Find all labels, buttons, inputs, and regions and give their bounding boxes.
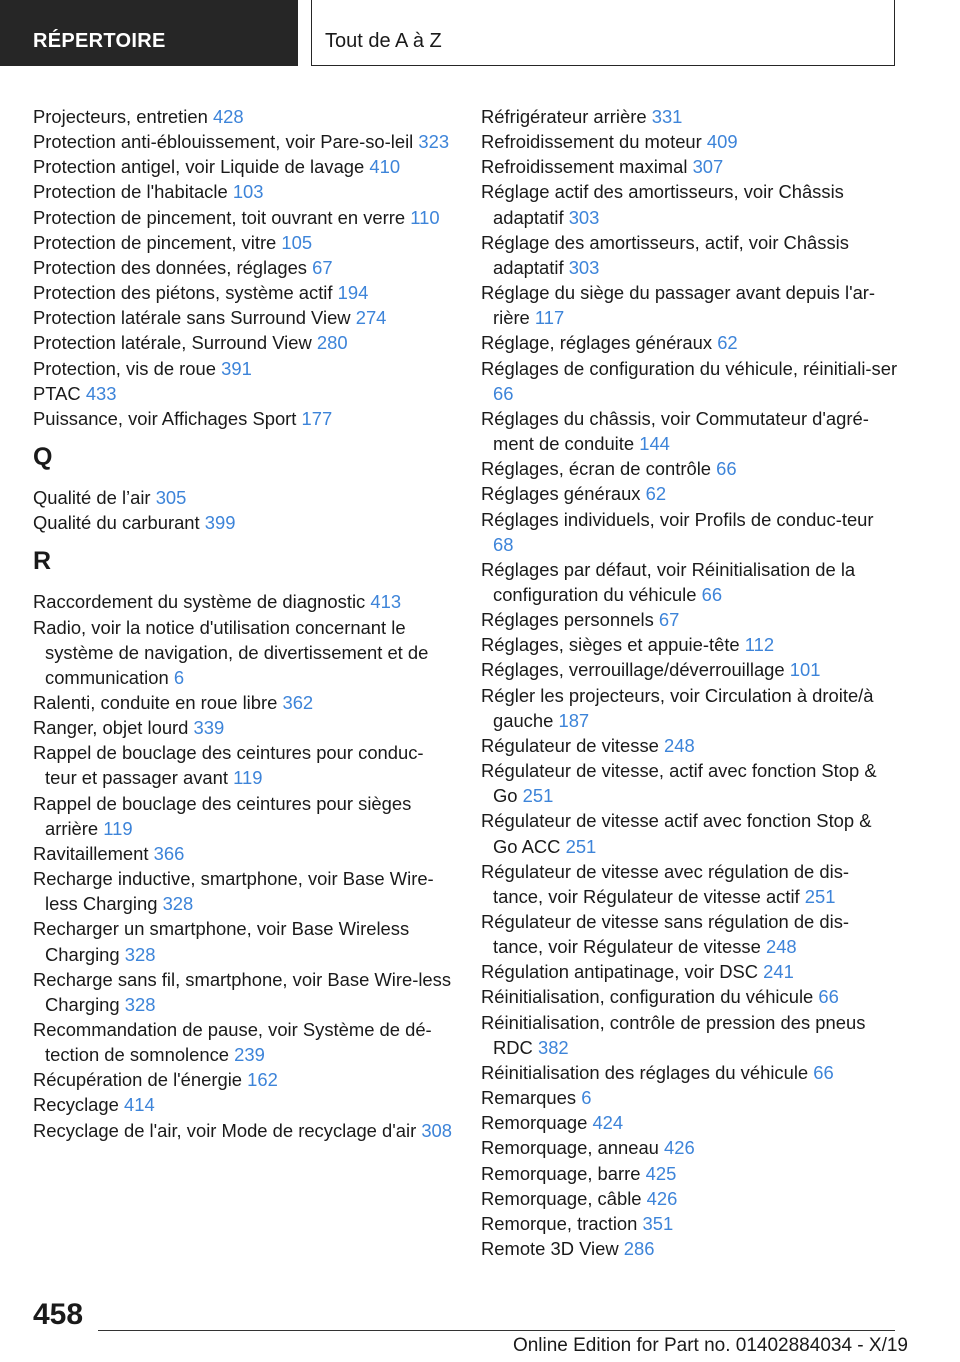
index-entry-text: Rappel de bouclage des ceintures pour conduc-teur et passager avant	[33, 742, 424, 789]
index-entry	[481, 984, 899, 1009]
index-entry	[481, 179, 899, 229]
index-entry-text: Protection de l'habitacle	[33, 181, 228, 203]
index-entry-page-link[interactable]: 382	[537, 1036, 569, 1058]
index-entry-text: PTAC	[33, 382, 81, 404]
section-tab-label: Tout de A à Z	[325, 30, 442, 52]
index-entry-text: Réglage, réglages généraux	[481, 332, 713, 354]
index-entry	[481, 230, 899, 280]
index-entry-page-link[interactable]: 331	[651, 106, 683, 127]
directory-tab[interactable]	[0, 0, 298, 66]
index-entry	[33, 179, 453, 204]
index-entry	[33, 305, 453, 330]
index-entry-text: Protection latérale, Surround View	[33, 332, 312, 354]
index-entry-page-link[interactable]: 248	[765, 936, 797, 958]
index-entry-page-link[interactable]: 66	[701, 583, 723, 605]
index-entry-text: Qualité de l’air	[33, 487, 151, 509]
index-entry-text: Protection, vis de roue	[33, 357, 216, 379]
index-entry-page-link[interactable]: 66	[818, 986, 839, 1008]
index-entry-text: Protection antigel, voir Liquide de lavage	[33, 156, 365, 178]
section-tab[interactable]	[311, 0, 895, 66]
index-entry	[33, 280, 453, 305]
index-entry-text: Régulateur de vitesse, actif avec fonction Stop & Go	[481, 760, 877, 807]
index-entry-page-link[interactable]: 308	[421, 1119, 453, 1141]
index-entry-text: Réglages du châssis, voir Commutateur d'agré-ment de conduite	[481, 407, 869, 455]
index-entry-page-link[interactable]: 391	[221, 357, 252, 379]
index-group-q	[33, 485, 453, 535]
index-entry	[481, 557, 899, 607]
index-entry-text: Protection des piétons, système actif	[33, 282, 333, 304]
index-entry-text: Recyclage	[33, 1094, 119, 1116]
index-entry	[33, 589, 453, 614]
index-entry-page-link[interactable]: 241	[763, 961, 794, 983]
index-entry-text: Qualité du carburant	[33, 512, 200, 534]
index-entry-text: Régulateur de vitesse actif avec fonction Stop & Go ACC	[481, 810, 872, 857]
index-entry-text: Ranger, objet lourd	[33, 717, 189, 739]
index-entry	[481, 456, 899, 481]
index-entry-text: Réglage des amortisseurs, actif, voir Châssis adaptatif	[481, 231, 849, 278]
page-number: 458	[33, 1298, 84, 1331]
index-entry-page-link[interactable]: 117	[534, 307, 565, 329]
index-column-right	[481, 104, 899, 1261]
index-entry-page-link[interactable]: 112	[744, 634, 775, 656]
index-entry	[481, 507, 899, 557]
index-entry-page-link[interactable]: 110	[410, 206, 440, 228]
index-entry-text: Protection latérale sans Surround View	[33, 307, 351, 329]
index-entry-page-link[interactable]: 68	[493, 533, 514, 555]
index-entry-text: Refroidissement maximal	[481, 156, 688, 178]
index-entry-text: Protection de pincement, vitre	[33, 231, 277, 253]
index-entry-text: Puissance, voir Affichages Sport	[33, 407, 297, 429]
index-entry	[33, 841, 453, 866]
index-entry	[33, 1118, 453, 1143]
index-entry	[481, 1085, 899, 1110]
index-entry	[33, 715, 453, 740]
index-entry-text: Régler les projecteurs, voir Circulation à droite/à gauche	[481, 684, 874, 731]
index-entry-text: Recharge sans fil, smartphone, voir Base Wire-less Charging	[33, 968, 452, 1015]
index-entry-text: Réinitialisation, contrôle de pression des pneus RDC	[481, 1011, 866, 1058]
index-entry	[481, 1211, 899, 1236]
index-entry-text: Remorquage	[481, 1112, 588, 1134]
index-entry-page-link[interactable]: 239	[234, 1044, 265, 1066]
index-entry	[33, 406, 453, 431]
index-entry-page-link[interactable]: 424	[592, 1112, 624, 1134]
index-group-r-continued	[481, 104, 899, 1261]
index-entry-text: Réglages généraux	[481, 483, 641, 505]
index-entry	[481, 330, 899, 355]
index-entry-page-link[interactable]: 66	[813, 1061, 834, 1083]
index-entry-text: Régulateur de vitesse	[481, 734, 659, 756]
index-entry-page-link[interactable]: 426	[664, 1137, 695, 1159]
index-entry-page-link[interactable]: 307	[692, 156, 724, 178]
index-entry-page-link[interactable]: 433	[85, 382, 117, 404]
footer-divider	[98, 1330, 895, 1331]
index-entry	[481, 859, 899, 909]
index-entry	[33, 154, 453, 179]
index-entry	[481, 959, 899, 984]
index-entry	[481, 1161, 899, 1186]
index-entry-text: Protection de pincement, toit ouvrant en verre	[33, 206, 406, 228]
index-entry	[33, 485, 453, 510]
index-entry	[481, 280, 899, 330]
index-entry-text: Recharger un smartphone, voir Base Wireless Charging	[33, 918, 410, 965]
index-entry-text: Réglages personnels	[481, 609, 654, 631]
index-entry	[33, 1017, 453, 1067]
index-entry	[481, 1186, 899, 1211]
index-entry	[481, 1010, 899, 1060]
index-entry-page-link[interactable]: 362	[282, 691, 314, 713]
index-entry-page-link[interactable]: 366	[153, 842, 185, 864]
index-entry-page-link[interactable]: 399	[204, 512, 236, 534]
index-entry-text: Projecteurs, entretien	[33, 106, 208, 127]
index-entry-text: Remorquage, barre	[481, 1162, 641, 1184]
index-entry-page-link[interactable]: 328	[162, 893, 194, 915]
index-entry-page-link[interactable]: 303	[568, 256, 600, 278]
index-entry-text: Réglages par défaut, voir Réinitialisation de la configuration du véhicule	[481, 558, 856, 605]
index-entry	[481, 632, 899, 657]
index-entry	[33, 381, 453, 406]
index-entry-page-link[interactable]: 248	[664, 734, 695, 756]
index-entry-text: Réglages, verrouillage/déverrouillage	[481, 659, 785, 681]
index-entry-page-link[interactable]: 187	[558, 709, 590, 731]
index-entry-page-link[interactable]: 251	[522, 785, 554, 807]
index-entry	[481, 406, 899, 456]
index-entry-page-link[interactable]: 303	[568, 206, 600, 228]
index-entry	[33, 129, 453, 154]
index-entry-page-link[interactable]: 286	[623, 1238, 655, 1260]
index-entry-page-link[interactable]: 62	[717, 332, 738, 354]
index-entry-text: Rappel de bouclage des ceintures pour sièges arrière	[33, 792, 412, 839]
index-entry-page-link[interactable]: 67	[312, 256, 333, 278]
index-entry	[481, 129, 899, 154]
index-entry-text: Régulateur de vitesse avec régulation de dis-tance, voir Régulateur de vitesse actif	[481, 860, 850, 907]
page-header	[0, 0, 960, 66]
index-entry	[481, 657, 899, 682]
index-entry-text: Réinitialisation des réglages du véhicule	[481, 1061, 809, 1083]
index-entry-page-link[interactable]: 162	[247, 1069, 278, 1091]
index-entry-page-link[interactable]: 6	[581, 1087, 592, 1109]
index-entry-text: Régulateur de vitesse sans régulation de dis-tance, voir Régulateur de vitesse	[481, 911, 850, 958]
index-entry-page-link[interactable]: 119	[233, 767, 263, 789]
index-entry-text: Ralenti, conduite en roue libre	[33, 691, 278, 713]
index-entry-page-link[interactable]: 144	[639, 433, 670, 455]
index-entry-text: Radio, voir la notice d'utilisation concernant le système de navigation, de divertissement et de communication	[33, 616, 429, 688]
index-entry-page-link[interactable]: 103	[232, 181, 264, 203]
index-entry-page-link[interactable]: 425	[645, 1162, 677, 1184]
index-entry-text: Protection anti-éblouissement, voir Pare-so-leil	[33, 131, 414, 153]
index-entry	[33, 255, 453, 280]
index-entry-text: Remorquage, anneau	[481, 1137, 659, 1159]
index-entry	[481, 481, 899, 506]
index-entry	[481, 909, 899, 959]
index-entry	[33, 615, 453, 690]
index-entry	[481, 1135, 899, 1160]
edition-footer: Online Edition for Part no. 01402884034 - X/19	[512, 1335, 908, 1356]
index-entry-text: Remarques	[481, 1087, 577, 1109]
index-entry-text: Récupération de l'énergie	[33, 1069, 243, 1091]
index-entry	[481, 1110, 899, 1135]
index-entry-page-link[interactable]: 105	[281, 231, 313, 253]
index-entry-text: Remorquage, câble	[481, 1187, 642, 1209]
index-entry-text: Réglage du siège du passager avant depuis l'ar-rière	[481, 282, 876, 329]
letter-heading-r: R	[33, 547, 52, 576]
index-entry-page-link[interactable]: 426	[646, 1187, 678, 1209]
index-entry	[33, 866, 453, 916]
index-entry	[481, 104, 899, 129]
index-entry	[33, 104, 453, 129]
index-entry-page-link[interactable]: 177	[301, 407, 333, 429]
index-entry	[481, 1060, 899, 1085]
index-entry-page-link[interactable]: 251	[565, 835, 597, 857]
index-entry-page-link[interactable]: 62	[645, 483, 667, 505]
index-entry	[33, 740, 453, 790]
index-entry-page-link[interactable]: 351	[642, 1212, 674, 1234]
index-entry-page-link[interactable]: 274	[355, 307, 387, 329]
index-entry-page-link[interactable]: 66	[716, 458, 737, 480]
directory-tab-label: RÉPERTOIRE	[33, 30, 166, 52]
index-entry	[33, 205, 453, 230]
index-entry-page-link[interactable]: 414	[124, 1094, 155, 1116]
index-entry	[481, 154, 899, 179]
index-entry	[33, 916, 453, 966]
index-entry-page-link[interactable]: 6	[173, 666, 185, 688]
index-entry	[481, 758, 899, 808]
index-entry-page-link[interactable]: 428	[212, 106, 244, 127]
index-entry-text: Régulation antipatinage, voir DSC	[481, 961, 759, 983]
index-entry-page-link[interactable]: 305	[155, 487, 187, 509]
letter-heading-q: Q	[33, 443, 53, 472]
index-entry-page-link[interactable]: 101	[789, 659, 821, 681]
index-entry-text: Ravitaillement	[33, 842, 149, 864]
index-entry-page-link[interactable]: 194	[337, 282, 369, 304]
index-entry	[481, 808, 899, 858]
index-entry-page-link[interactable]: 410	[369, 156, 401, 178]
index-entry-text: Recommandation de pause, voir Système de dé-tection de somnolence	[33, 1019, 432, 1066]
index-column-left	[33, 104, 453, 1143]
index-entry-page-link[interactable]: 339	[193, 717, 225, 739]
index-entry-text: Remorque, traction	[481, 1212, 638, 1234]
index-entry-text: Réfrigérateur arrière	[481, 106, 647, 127]
index-entry-text: Remote 3D View	[481, 1238, 619, 1260]
index-entry-page-link[interactable]: 323	[418, 131, 450, 153]
index-entry-text: Recharge inductive, smartphone, voir Base Wire-less Charging	[33, 868, 434, 915]
index-entry	[33, 330, 453, 355]
index-entry-page-link[interactable]: 409	[706, 131, 738, 153]
index-entry	[481, 1236, 899, 1261]
index-entry-page-link[interactable]: 328	[124, 993, 156, 1015]
index-entry	[33, 1092, 453, 1117]
index-entry-text: Réglages, écran de contrôle	[481, 458, 712, 480]
index-entry-page-link[interactable]: 66	[493, 382, 514, 404]
index-entry	[481, 733, 899, 758]
index-entry	[33, 230, 453, 255]
index-entry-text: Refroidissement du moteur	[481, 131, 702, 153]
index-entry-page-link[interactable]: 328	[124, 943, 156, 965]
index-entry-page-link[interactable]: 251	[804, 885, 836, 907]
index-group-r	[33, 589, 453, 1142]
index-entry-page-link[interactable]: 280	[316, 332, 348, 354]
index-group-p	[33, 104, 453, 431]
index-entry	[481, 607, 899, 632]
index-entry	[33, 690, 453, 715]
index-entry-text: Réinitialisation, configuration du véhicule	[481, 986, 814, 1008]
index-entry	[481, 683, 899, 733]
index-entry	[33, 791, 453, 841]
index-entry-page-link[interactable]: 413	[370, 591, 402, 613]
index-entry	[33, 510, 453, 535]
index-entry	[33, 1067, 453, 1092]
index-entry-text: Réglages de configuration du véhicule, réinitiali-ser	[481, 357, 898, 379]
index-entry-text: Réglages, sièges et appuie-tête	[481, 634, 740, 656]
index-entry-text: Réglage actif des amortisseurs, voir Châssis adaptatif	[481, 181, 844, 228]
index-entry-text: Réglages individuels, voir Profils de conduc-teur	[481, 508, 874, 530]
index-entry-text: Recyclage de l'air, voir Mode de recyclage d'air	[33, 1119, 417, 1141]
index-entry	[33, 356, 453, 381]
index-entry-text: Raccordement du système de diagnostic	[33, 591, 366, 613]
index-entry-page-link[interactable]: 67	[658, 609, 680, 631]
index-entry	[481, 356, 899, 406]
index-entry-page-link[interactable]: 119	[103, 817, 133, 839]
index-entry-text: Protection des données, réglages	[33, 256, 308, 278]
index-entry	[33, 967, 453, 1017]
